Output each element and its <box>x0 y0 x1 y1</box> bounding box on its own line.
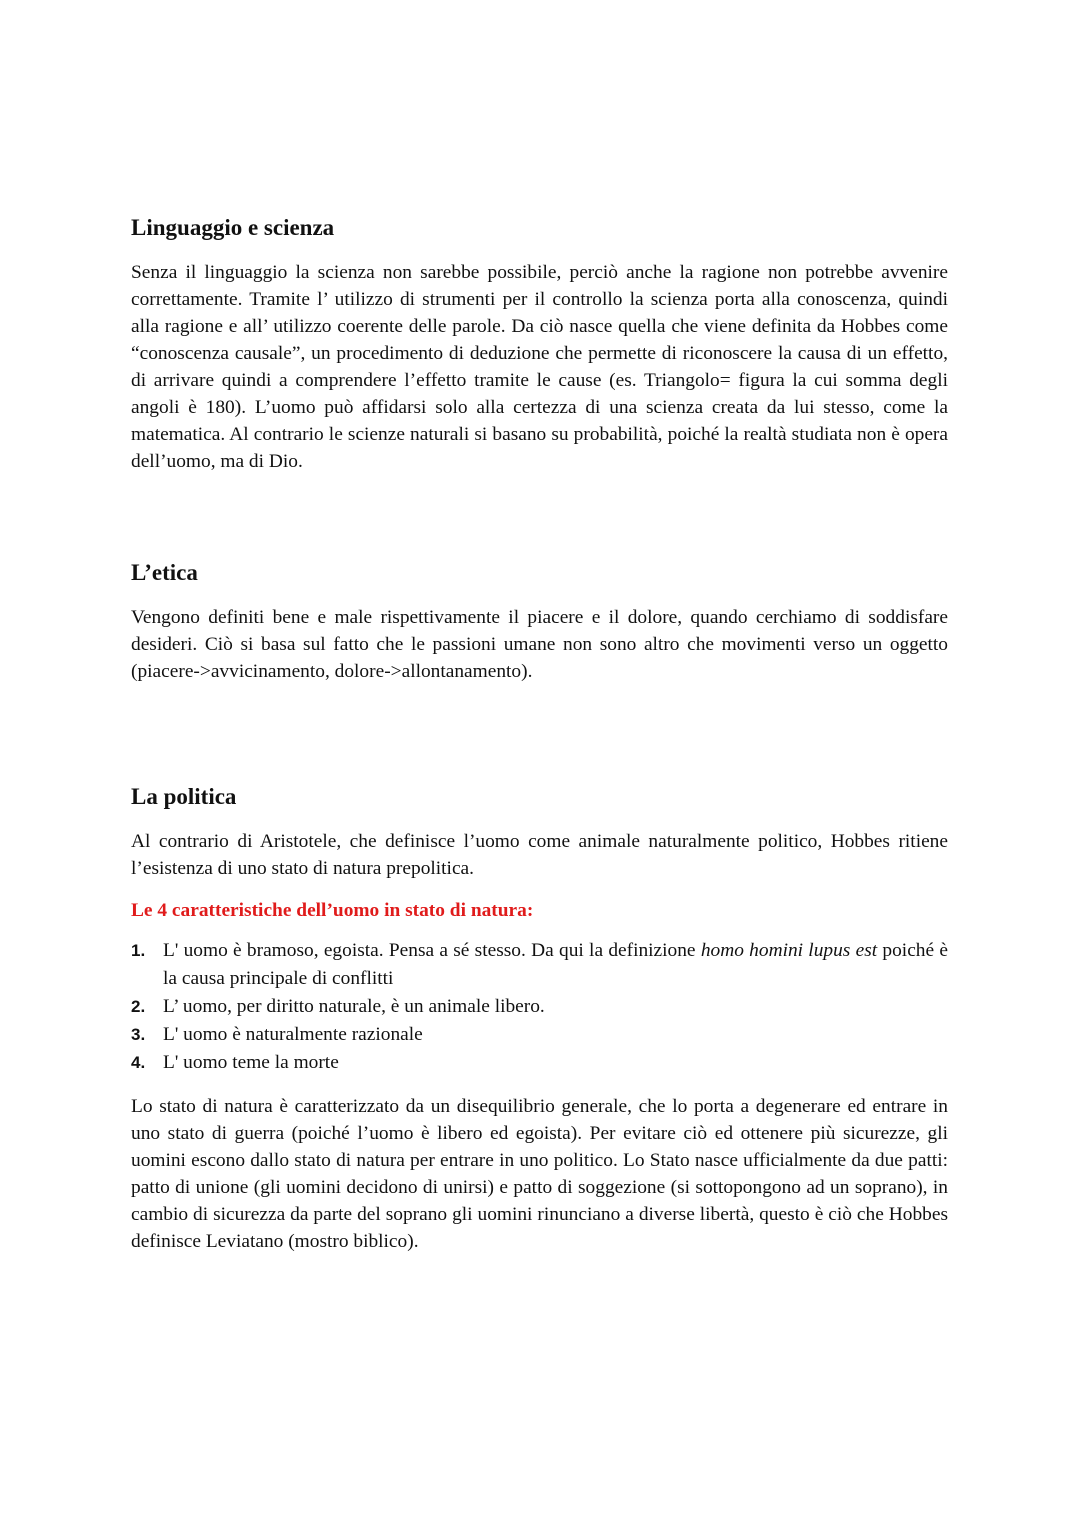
heading-politica: La politica <box>131 784 237 809</box>
list-item <box>131 1049 948 1077</box>
list-item-text: L' uomo teme la morte <box>163 1052 339 1073</box>
heading-etica: L’etica <box>131 560 198 585</box>
caratteristiche-list <box>131 937 948 1077</box>
list-number: 3. <box>131 1025 146 1044</box>
list-item-text-after: poiché è la causa principale di conflitti <box>163 940 948 989</box>
list-item-italic: homo homini lupus est <box>700 940 878 961</box>
list-item-text: L' uomo è naturalmente razionale <box>163 1024 423 1045</box>
list-number: 4. <box>131 1053 146 1072</box>
list-item <box>131 937 948 993</box>
list-heading-caratteristiche: Le 4 caratteristiche dell’uomo in stato di natura: <box>131 900 534 921</box>
list-item <box>131 1021 948 1049</box>
list-number: 2. <box>131 997 146 1016</box>
list-number: 1. <box>131 941 146 960</box>
list-item-text: L' uomo è bramoso, egoista. Pensa a sé stesso. Da qui la definizione <box>163 940 701 961</box>
heading-linguaggio-e-scienza: Linguaggio e scienza <box>131 215 335 240</box>
paragraph-politica-conclusion: Lo stato di natura è caratterizzato da un disequilibrio generale, che lo porta a degenerare ed entrare in uno stato di guerra (poiché l’uomo è libero ed egoista). Per evitare ciò ed ottenere più sicurezze, gli uomini escono dallo stato di natura per entrare in uno politico. Lo Stato nasce ufficialmente da due patti: patto di unione (gli uomini decidono di unirsi) e patto di soggezione (si sottopongono ad un soprano), in cambio di sicurezza da parte del soprano gli uomini rinunciano a diverse libertà, questo è ciò che Hobbes definisce Leviatano (mostro biblico). <box>131 1096 948 1252</box>
paragraph-linguaggio: Senza il linguaggio la scienza non sarebbe possibile, perciò anche la ragione non potrebbe avvenire correttamente. Tramite l’ utilizzo di strumenti per il controllo la scienza porta alla conoscenza, quindi alla ragione e all’ utilizzo coerente delle parole. Da ciò nasce quella che viene definita da Hobbes come “conoscenza causale”, un procedimento di deduzione che permette di riconoscere la causa di un effetto, di arrivare quindi a comprendere l’effetto tramite le cause (es. Triangolo= figura la cui somma degli angoli è 180). L’uomo può affidarsi solo alla certezza di una scienza creata da lui stesso, come la matematica. Al contrario le scienze naturali si basano su probabilità, poiché la realtà studiata non è opera dell’uomo, ma di Dio. <box>131 262 948 472</box>
list-item-text: L’ uomo, per diritto naturale, è un animale libero. <box>163 996 545 1017</box>
paragraph-etica: Vengono definiti bene e male rispettivamente il piacere e il dolore, quando cerchiamo di soddisfare desideri. Ciò si basa sul fatto che le passioni umane non sono altro che movimenti verso un oggetto (piacere->avvicinamento, dolore->allontanamento). <box>131 607 948 682</box>
paragraph-politica-intro: Al contrario di Aristotele, che definisce l’uomo come animale naturalmente politico, Hobbes ritiene l’esistenza di uno stato di natura prepolitica. <box>131 831 948 879</box>
list-item <box>131 993 948 1021</box>
